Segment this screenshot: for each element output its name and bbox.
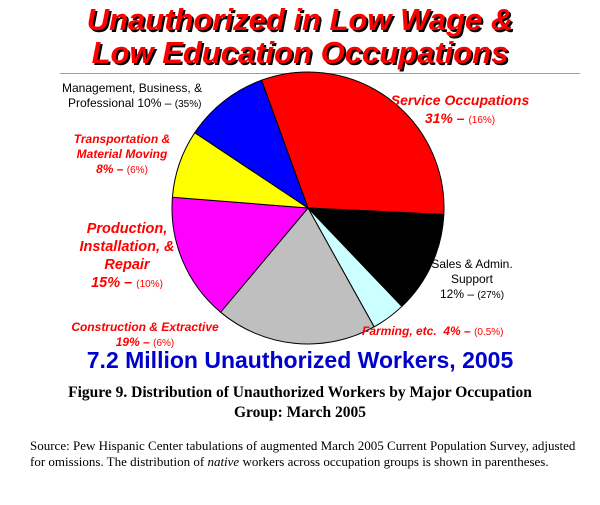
label-transport-line2: Material Moving xyxy=(76,147,168,161)
label-production-line1: Production, xyxy=(86,221,168,237)
source-part2: workers across occupation groups is shown in parentheses. xyxy=(239,454,549,469)
label-service-name: Service Occupations xyxy=(390,92,530,108)
caption-line2: Group: March 2005 xyxy=(233,404,367,421)
label-production-line3: Repair xyxy=(104,257,150,273)
figure-caption xyxy=(10,383,590,423)
label-transport-native: (6%) xyxy=(126,165,148,176)
label-production-value: 15% – xyxy=(91,275,133,291)
label-production-native: (10%) xyxy=(136,279,163,290)
label-sales xyxy=(412,257,532,303)
label-sales-value: 12% – xyxy=(439,287,474,301)
label-management-line2: Professional 10% – xyxy=(68,96,172,110)
label-service-value: 31% – xyxy=(424,110,465,126)
label-farming-value: 4% – xyxy=(443,324,471,338)
label-sales-native: (27%) xyxy=(477,290,505,301)
source-part1: Source: Pew Hispanic Center tabulations of augmented March 2005 Current Population Survey, adjusted for omissions. The distribution of xyxy=(30,438,576,469)
label-transportation xyxy=(52,132,192,178)
chart-subtitle: 7.2 Million Unauthorized Workers, 2005 xyxy=(86,347,514,373)
chart-title-line2: Low Education Occupations xyxy=(91,35,509,70)
label-transport-line1: Transportation & xyxy=(73,132,171,146)
label-service-native: (16%) xyxy=(468,115,496,126)
source-native-word: native xyxy=(207,454,240,469)
source-note xyxy=(30,438,590,470)
label-management xyxy=(62,81,262,112)
label-service xyxy=(360,91,560,130)
label-sales-line1: Sales & Admin. xyxy=(431,257,513,271)
label-farming xyxy=(362,324,562,340)
caption-line1: Figure 9. Distribution of Unauthorized Workers by Major Occupation xyxy=(68,384,532,401)
label-management-native: (35%) xyxy=(174,99,202,110)
label-construction-line1: Construction & Extractive xyxy=(71,320,219,334)
label-transport-value: 8% – xyxy=(96,162,124,176)
chart-title-line1: Unauthorized in Low Wage & xyxy=(86,2,514,37)
label-construction-native: (6%) xyxy=(153,338,175,349)
label-construction-value: 19% – xyxy=(115,335,150,349)
label-management-line1: Management, Business, & xyxy=(62,81,203,95)
label-production-line2: Installation, & xyxy=(79,239,175,255)
label-farming-native: (0.5%) xyxy=(474,327,504,338)
label-production xyxy=(52,220,202,294)
label-sales-line2: Support xyxy=(450,272,494,286)
label-farming-name: Farming, etc. xyxy=(362,324,437,338)
